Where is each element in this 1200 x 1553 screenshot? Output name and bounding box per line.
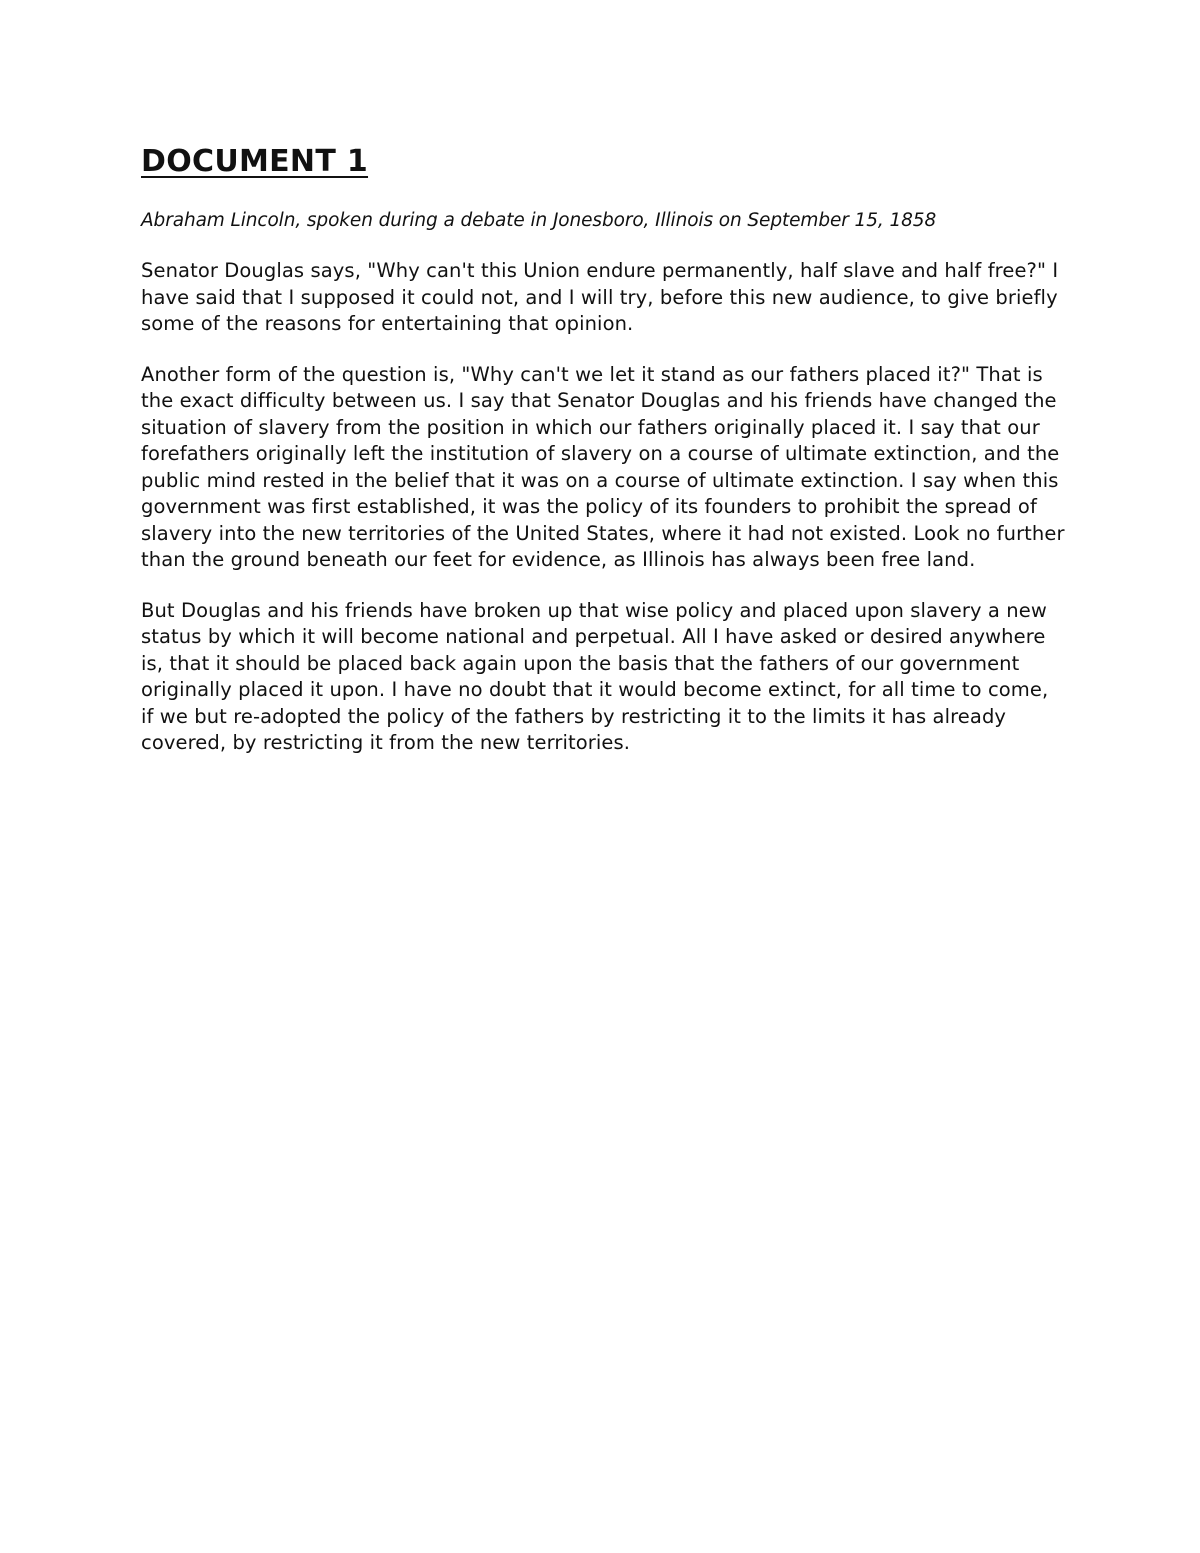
document-body bbox=[141, 142, 1066, 757]
paragraph-3: But Douglas and his friends have broken up that wise policy and placed upon slavery a new status by which it will become national and perpetual. All I have asked or desired anywhere is, that it should be placed back again upon the basis that the fathers of our government originally placed it upon. I have no doubt that it would become extinct, for all time to come, if we but re-adopted the policy of the fathers by restricting it to the limits it has already covered, by restricting it from the new territories. bbox=[141, 598, 1049, 754]
paragraph-1: Senator Douglas says, "Why can't this Union endure permanently, half slave and half free?" I have said that I supposed it could not, and I will try, before this new audience, to give briefly some of the reasons for entertaining that opinion. bbox=[141, 259, 1059, 335]
document-attribution: Abraham Lincoln, spoken during a debate in Jonesboro, Illinois on September 15, 1858 bbox=[141, 210, 937, 231]
document-title: DOCUMENT 1 bbox=[141, 144, 369, 179]
paragraph-2: Another form of the question is, "Why can't we let it stand as our fathers placed it?" That is the exact difficulty between us. I say that Senator Douglas and his friends have changed the situation of slavery from the position in which our fathers originally placed it. I say that our forefathers originally left the institution of slavery on a course of ultimate extinction, and the public mind rested in the belief that it was on a course of ultimate extinction. I say when this government was first established, it was the policy of its founders to prohibit the spread of slavery into the new territories of the United States, where it had not existed. Look no further than the ground beneath our feet for evidence, as Illinois has always been free land. bbox=[141, 362, 1065, 571]
